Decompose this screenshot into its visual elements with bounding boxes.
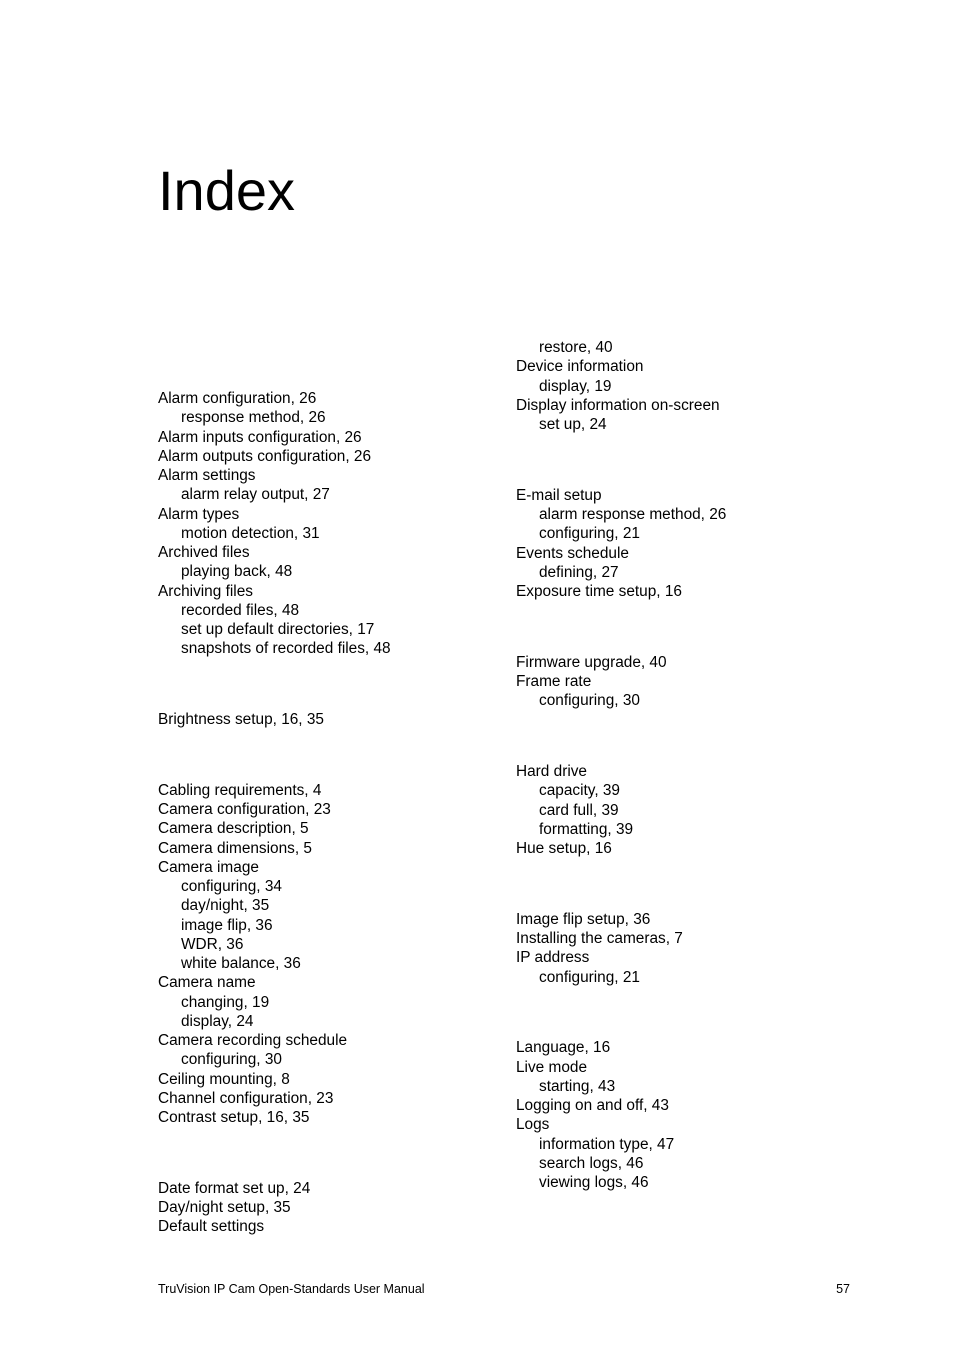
index-entry: Camera name	[158, 974, 256, 992]
index-subentry: set up default directories, 17	[181, 621, 375, 638]
letter-section-gap	[516, 858, 886, 910]
index-entry: Events schedule	[516, 544, 629, 562]
index-entry: Hard drive	[516, 763, 587, 780]
index-entry: Alarm types	[158, 505, 240, 523]
index-subentry: snapshots of recorded files, 48	[181, 640, 391, 658]
page-title: Index	[158, 159, 295, 222]
letter-section-gap	[516, 601, 886, 653]
index-entry: Contrast setup, 16, 35	[158, 1109, 310, 1126]
index-entry: Alarm settings	[158, 467, 256, 484]
index-subentry: configuring, 21	[539, 968, 640, 986]
index-entry: Default settings	[158, 1218, 265, 1236]
index-entry: Archived files	[158, 544, 250, 561]
index-subentry: alarm relay output, 27	[181, 486, 330, 504]
index-subentry: configuring, 21	[539, 525, 640, 543]
index-entry: Logging on and off, 43	[516, 1097, 669, 1114]
index-subentry: set up, 24	[539, 416, 607, 433]
index-entry: Alarm configuration, 26	[158, 390, 317, 407]
index-subentry: configuring, 34	[181, 878, 282, 895]
index-subentry: formatting, 39	[539, 820, 634, 838]
index-entry: Installing the cameras, 7	[516, 930, 683, 947]
letter-section-gap	[158, 729, 528, 781]
index-entry: Firmware upgrade, 40	[516, 653, 667, 671]
index-subentry: alarm response method, 26	[539, 506, 727, 523]
index-subentry: capacity, 39	[539, 782, 620, 800]
index-entry: Channel configuration, 23	[158, 1089, 334, 1107]
index-entry: Image flip setup, 36	[516, 910, 651, 928]
letter-section-gap	[516, 987, 886, 1039]
index-subentry: response method, 26	[181, 409, 326, 427]
page-number: 57	[836, 1282, 850, 1296]
index-entry: E-mail setup	[516, 486, 602, 504]
index-entry: Logs	[516, 1116, 550, 1134]
index-subentry: configuring, 30	[539, 692, 640, 710]
index-entry: Language, 16	[516, 1039, 611, 1057]
index-subentry: restore, 40	[539, 339, 613, 356]
index-entry: Camera recording schedule	[158, 1032, 348, 1049]
index-entry: Exposure time setup, 16	[516, 583, 682, 600]
index-subentry: defining, 27	[539, 563, 619, 581]
index-entry: Archiving files	[158, 582, 253, 600]
index-entry: Camera dimensions, 5	[158, 839, 312, 857]
index-entry: Brightness setup, 16, 35	[158, 711, 324, 728]
index-entry: Alarm inputs configuration, 26	[158, 428, 362, 446]
index-subentry: configuring, 30	[181, 1051, 282, 1069]
index-subentry: recorded files, 48	[181, 601, 300, 619]
index-entry: Cabling requirements, 4	[158, 781, 322, 799]
index-entry: Alarm outputs configuration, 26	[158, 447, 372, 465]
index-entry: IP address	[516, 949, 590, 967]
index-entry: Display information on-screen	[516, 396, 720, 414]
letter-section-gap	[516, 434, 886, 486]
index-subentry: card full, 39	[539, 801, 619, 819]
footer-manual-title: TruVision IP Cam Open-Standards User Manual	[158, 1282, 425, 1296]
index-entry: Ceiling mounting, 8	[158, 1070, 290, 1088]
index-subentry: motion detection, 31	[181, 524, 320, 542]
index-subentry: display, 19	[539, 377, 612, 395]
index-entry: Camera description, 5	[158, 820, 309, 838]
index-entry: Camera configuration, 23	[158, 801, 331, 818]
index-entry: Hue setup, 16	[516, 840, 612, 857]
letter-section-gap	[516, 711, 886, 763]
index-subentry: image flip, 36	[181, 916, 273, 934]
index-column-left	[158, 389, 528, 1237]
letter-section-gap	[158, 659, 528, 711]
index-subentry: WDR, 36	[181, 935, 244, 953]
index-subentry: playing back, 48	[181, 563, 293, 581]
index-subentry: day/night, 35	[181, 897, 270, 915]
index-entry: Day/night setup, 35	[158, 1199, 291, 1216]
index-subentry: search logs, 46	[539, 1154, 644, 1172]
index-subentry: changing, 19	[181, 993, 270, 1011]
index-subentry: display, 24	[181, 1012, 254, 1030]
index-column-right	[516, 338, 886, 1192]
index-subentry: viewing logs, 46	[539, 1174, 649, 1191]
index-subentry: white balance, 36	[181, 955, 301, 972]
index-entry: Camera image	[158, 858, 259, 876]
index-entry: Device information	[516, 358, 644, 376]
index-subentry: information type, 47	[539, 1135, 675, 1153]
index-entry: Live mode	[516, 1058, 588, 1076]
index-subentry: starting, 43	[539, 1077, 616, 1095]
index-entry: Date format set up, 24	[158, 1179, 311, 1197]
letter-section-gap	[158, 1127, 528, 1179]
index-entry: Frame rate	[516, 673, 592, 690]
